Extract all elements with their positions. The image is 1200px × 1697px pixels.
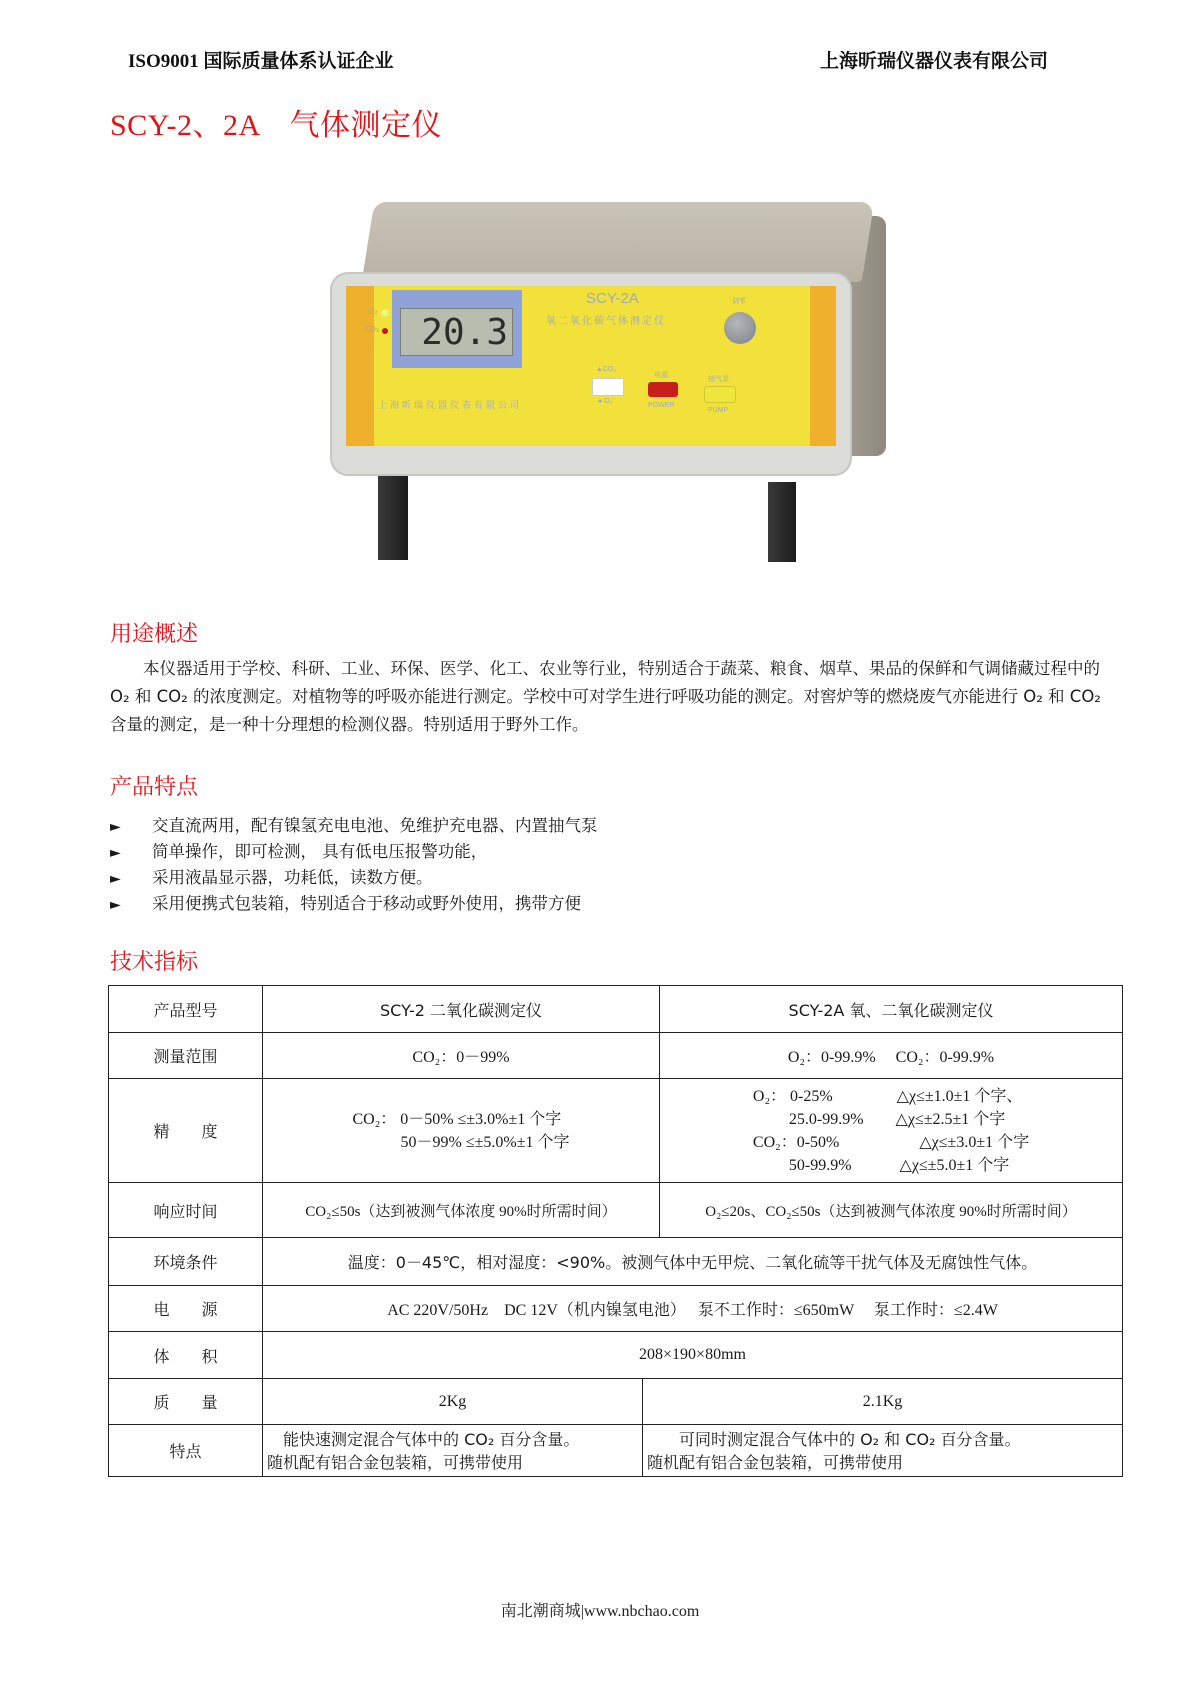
pump-switch — [704, 386, 736, 403]
accuracy-line: 50-99.9% △χ≤±5.0±1 个字 — [752, 1156, 1010, 1174]
table-row-accuracy — [109, 1079, 1123, 1183]
row-label: 质 量 — [109, 1379, 263, 1425]
lcd-frame — [392, 290, 522, 368]
row-label: 响应时间 — [109, 1183, 263, 1238]
zero-knob-label: 调零 — [732, 298, 746, 305]
trait-line: 随机配有铝合金包装箱，可携带使用 — [647, 1452, 904, 1472]
environment-cell: 温度：0－45℃，相对湿度：<90%。被测气体中无甲烷、二氧化硫等干扰气体及无腐蚀性气体。 — [263, 1238, 1123, 1286]
scy2a-cell: SCY-2A 氧、二氧化碳测定仪 — [660, 986, 1123, 1033]
row-label: 特点 — [109, 1425, 263, 1477]
select-switch-top-label: ▲CO₂ — [596, 366, 617, 373]
led-label-co2: CO₂ — [364, 325, 380, 334]
row-label: 产品型号 — [109, 986, 263, 1033]
table-row-response — [109, 1183, 1123, 1238]
feature-text: 交直流两用，配有镍氢充电电池、免维护充电器、内置抽气泵 — [152, 816, 598, 835]
power-cell: AC 220V/50Hz DC 12V（机内镍氢电池） 泵不工作时：≤650mW 泵工作时：≤2.4W — [263, 1286, 1123, 1332]
row-label: 电 源 — [109, 1286, 263, 1332]
header-certification: ISO9001 国际质量体系认证企业 — [128, 51, 394, 72]
case-top — [362, 202, 875, 282]
bullet-icon: ► — [110, 819, 121, 835]
feature-item — [110, 812, 598, 836]
led-label-o2: O₂ — [368, 307, 378, 316]
feature-item — [110, 838, 487, 862]
section-heading-specs: 技术指标 — [110, 950, 199, 975]
table-row-traits — [109, 1425, 1123, 1477]
stand-foot-left — [378, 472, 408, 560]
panel-product-name: 氧二氧化碳气体测定仪 — [546, 316, 666, 327]
panel-model-label: SCY-2A — [586, 290, 639, 307]
trait-line: 随机配有铝合金包装箱，可携带使用 — [267, 1452, 524, 1472]
power-label-cn: 电源 — [654, 372, 668, 379]
accuracy-line: 50－99% ≤±5.0%±1 个字 — [352, 1133, 570, 1151]
bullet-icon: ► — [110, 871, 121, 887]
feature-text: 简单操作，即可检测， 具有低电压报警功能， — [152, 842, 488, 861]
scy2a-cell: O₂≤20s、CO₂≤50s（达到被测气体浓度 90%时所需时间） — [660, 1183, 1123, 1238]
gas-select-switch — [592, 378, 624, 396]
accuracy-line: 25.0-99.9% △χ≤±2.5±1 个字 — [752, 1110, 1006, 1128]
bullet-icon: ► — [110, 845, 121, 861]
table-row-volume — [109, 1332, 1123, 1379]
table-row-power — [109, 1286, 1123, 1332]
product-photo — [328, 196, 888, 561]
accuracy-line: O₂： 0-25% △χ≤±1.0±1 个字、 — [752, 1087, 1023, 1105]
scy2-cell: CO₂：0－99% — [263, 1033, 660, 1079]
trait-line: 可同时测定混合气体中的 O₂ 和 CO₂ 百分含量。 — [647, 1429, 1021, 1449]
volume-cell: 208×190×80mm — [263, 1332, 1123, 1379]
feature-item — [110, 864, 433, 888]
power-switch — [648, 382, 678, 397]
scy2-cell: SCY-2 二氧化碳测定仪 — [263, 986, 660, 1033]
row-label: 体 积 — [109, 1332, 263, 1379]
section-heading-usage: 用途概述 — [110, 622, 199, 647]
feature-text: 采用液晶显示器，功耗低，读数方便。 — [152, 868, 433, 887]
power-label-en: POWER — [648, 402, 675, 409]
scy2a-cell: 2.1Kg — [643, 1379, 1123, 1425]
scy2-cell — [263, 1079, 660, 1183]
row-label: 精 度 — [109, 1079, 263, 1183]
table-row-environment — [109, 1238, 1123, 1286]
scy2a-cell — [660, 1079, 1123, 1183]
front-bezel — [330, 272, 852, 476]
row-label: 测量范围 — [109, 1033, 263, 1079]
table-row-model — [109, 986, 1123, 1033]
scy2-cell — [263, 1425, 643, 1477]
zero-adjust-knob — [724, 312, 756, 344]
pump-label-en: PUMP — [708, 407, 729, 414]
pump-label-cn: 抽气泵 — [708, 376, 729, 383]
scy2a-cell — [643, 1425, 1123, 1477]
row-label: 环境条件 — [109, 1238, 263, 1286]
panel-brand: 上海昕瑞仪器仪表有限公司 — [378, 401, 523, 411]
usage-paragraph: 本仪器适用于学校、科研、工业、环保、医学、化工、农业等行业，特别适合于蔬菜、粮食、烟草、果品的保鲜和气调储藏过程中的 O₂ 和 CO₂ 的浓度测定。对植物等的呼吸亦能进行测定。学校中可对学生进行呼吸功能的测定。对窖炉等的燃烧废气亦能进行 O₂ 和 CO₂ 含量的测定，是一种十分理想的检测仪器。特别适用于野外工作。 — [110, 659, 1101, 734]
header-company: 上海昕瑞仪器仪表有限公司 — [820, 51, 1049, 72]
o2-indicator-led — [382, 310, 388, 316]
trait-line: 能快速测定混合气体中的 CO₂ 百分含量。 — [267, 1429, 580, 1449]
table-row-range — [109, 1033, 1123, 1079]
stand-foot-right — [768, 482, 796, 562]
front-panel — [346, 286, 836, 446]
accuracy-line: CO₂：0-50% △χ≤±3.0±1 个字 — [752, 1133, 1030, 1151]
scy2a-cell: O₂：0-99.9% CO₂：0-99.9% — [660, 1033, 1123, 1079]
scy2-cell: CO₂≤50s（达到被测气体浓度 90%时所需时间） — [263, 1183, 660, 1238]
footer-link[interactable]: 南北潮商城|www.nbchao.com — [500, 1603, 700, 1620]
table-row-weight — [109, 1379, 1123, 1425]
section-heading-features: 产品特点 — [110, 775, 199, 800]
feature-item — [110, 890, 581, 914]
lcd-display: 20.3 — [400, 308, 513, 356]
feature-text: 采用便携式包装箱，特别适合于移动或野外使用，携带方便 — [152, 894, 581, 913]
co2-indicator-led — [382, 328, 388, 334]
bullet-icon: ► — [110, 897, 121, 913]
scy2-cell: 2Kg — [263, 1379, 643, 1425]
panel-stripe-right — [810, 286, 836, 446]
select-switch-bottom-label: ● O₂ — [598, 398, 613, 405]
spec-table — [108, 985, 1123, 1477]
accuracy-line: CO₂： 0－50% ≤±3.0%±1 个字 — [352, 1110, 562, 1128]
page-title: SCY-2、2A 气体测定仪 — [110, 109, 443, 142]
